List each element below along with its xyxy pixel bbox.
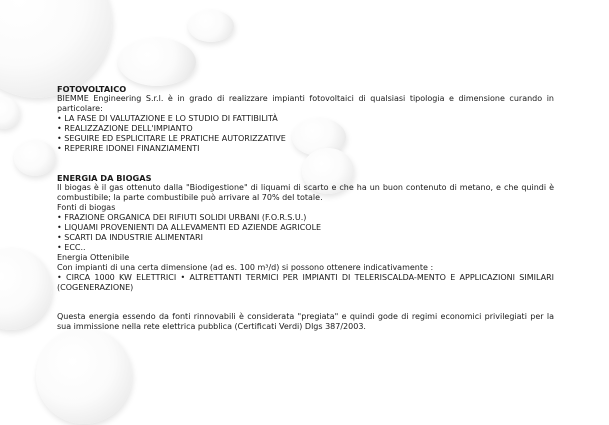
decorative-bubble (188, 10, 234, 42)
spacer (57, 154, 554, 164)
spacer (57, 293, 554, 303)
decorative-bubble (0, 248, 52, 330)
spacer (57, 303, 554, 312)
fotovoltaico-heading: FOTOVOLTAICO (57, 84, 127, 94)
fotovoltaico-intro: BIEMME Engineering S.r.l. è in grado di realizzare impianti fotovoltaici di qualsiasi tipologia e dimensione curando in particolare: (57, 94, 554, 113)
list-item: • FRAZIONE ORGANICA DEI RIFIUTI SOLIDI URBANI (F.O.R.S.U.) (57, 213, 307, 222)
list-item: • REPERIRE IDONEI FINANZIAMENTI (57, 144, 200, 153)
biogas-sources-label: Fonti di biogas (57, 203, 116, 212)
list-item: • SCARTI DA INDUSTRIE ALIMENTARI (57, 233, 203, 242)
decorative-bubble (14, 140, 56, 176)
biogas-heading: ENERGIA DA BIOGAS (57, 173, 152, 183)
biogas-section (57, 173, 554, 293)
energy-label: Energia Ottenibile (57, 253, 130, 262)
document-body (57, 84, 554, 332)
list-item: • ECC.. (57, 243, 86, 252)
energy-items: • CIRCA 1000 KW ELETTRICI • ALTRETTANTI TERMICI PER IMPIANTI DI TELERISCALDA-MENTO E APPLICAZIONI SIMILARI (COGENERAZIONE) (57, 273, 554, 292)
decorative-bubble (36, 328, 132, 424)
biogas-intro: Il biogas è il gas ottenuto dalla "Biodigestione" di liquami di scarto e che ha un buon contenuto di metano, e che quindi è combustibile; la parte combustibile può arrivare al 70% del totale. (57, 183, 554, 202)
closing-paragraph: Questa energia essendo da fonti rinnovabili è considerata "pregiata" e quindi gode di regimi economici privilegiati per la sua immissione nella rete elettrica pubblica (Certificati Verdi) Dlgs 387/2003. (57, 312, 554, 331)
decorative-bubble (118, 38, 196, 86)
list-item: • SEGUIRE ED ESPLICITARE LE PRATICHE AUTORIZZATIVE (57, 134, 286, 143)
fotovoltaico-section (57, 84, 554, 154)
decorative-bubble (0, 97, 20, 129)
spacer (57, 164, 554, 173)
list-item: • LIQUAMI PROVENIENTI DA ALLEVAMENTI ED AZIENDE AGRICOLE (57, 223, 322, 232)
list-item: • REALIZZAZIONE DELL'IMPIANTO (57, 124, 193, 133)
energy-text: Con impianti di una certa dimensione (ad es. 100 m³/d) si possono ottenere indicativamente : (57, 263, 434, 272)
list-item: • LA FASE DI VALUTAZIONE E LO STUDIO DI FATTIBILITÀ (57, 114, 278, 123)
